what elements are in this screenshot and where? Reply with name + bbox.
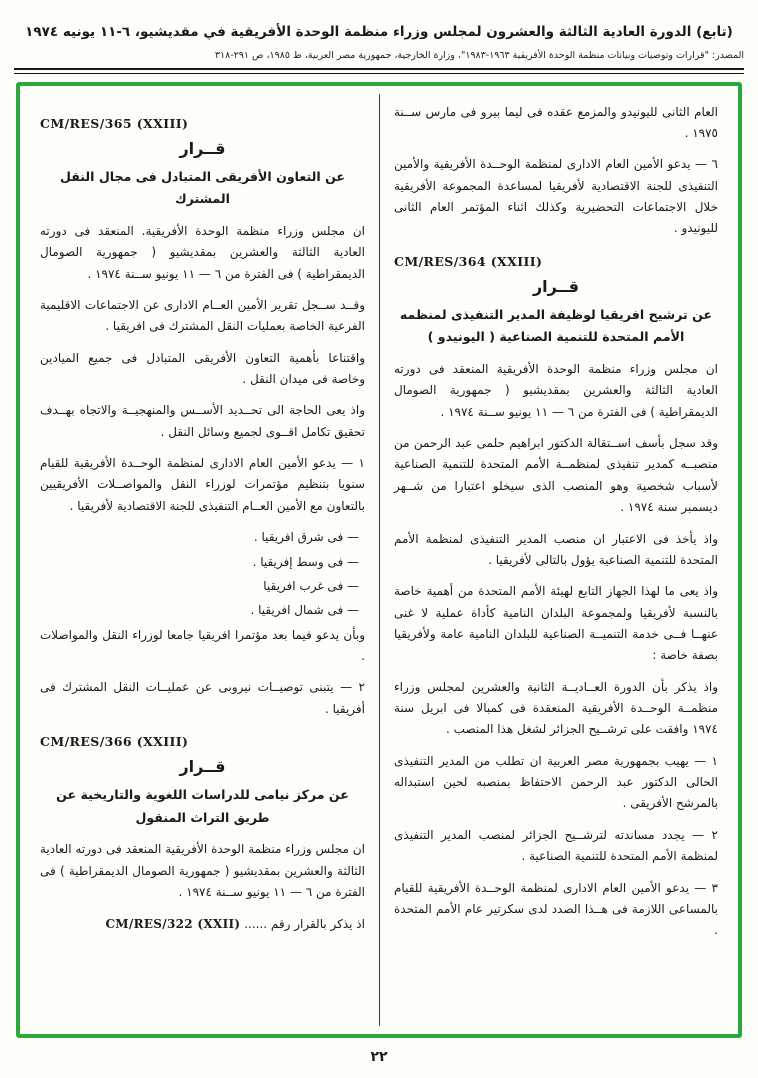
paragraph: واذ يأخذ فى الاعتبار ان منصب المدير التنفيذى لمنظمة الأمم المتحدة للتنمية الصناعية يؤول بالتالى لأفريقيا .: [394, 531, 718, 567]
resolution-subtitle: عن ترشيح افريقيا لوظيفة المدير التنفيذى لمنظمه الأمم المتحدة للتنمية الصناعية ( اليونيدو ): [399, 306, 713, 345]
paragraph: ان مجلس وزراء منظمة الوحدة الأفريقية المنعقد فى دورته العادية الثالثة والعشرين بمقديشيو ( جمهورية الصومال الديمقراطية ) فى الفترة من ٦ — ١١ يونيو ســنة ١٩٧٤ .: [40, 842, 365, 900]
paragraph-with-ref: [40, 914, 365, 935]
header-divider-rule: [14, 68, 744, 74]
resolution-subtitle: عن مركز نيامى للدراسات اللغوية والتاريخية عن طريق التراث المنقول: [56, 787, 349, 825]
resolution-ref: CM/RES/364 (XXIII): [394, 253, 543, 269]
page-number: ٢٢: [370, 1048, 388, 1065]
paragraph: ٢ — يتبنى توصيــات نيروبى عن عمليــات النقل المشترك فى أفريقيا .: [40, 680, 365, 716]
paragraph: ان مجلس وزراء منظمة الوحدة الأفريقية. المنعقد فى دورته العادية الثالثة والعشرين بمقديشيو ( جمهورية الصومال الديمقراطية ) فى الفترة من ٦ — ١١ يونيو ســنة ١٩٧٤ .: [40, 223, 365, 281]
list-item: — فى غرب افريقيا: [263, 578, 359, 593]
resolution-ref: CM/RES/366 (XXIII): [40, 734, 189, 750]
source-citation: المصدر: "قرارات وتوصيات وبيانات منظمة الوحدة الأفريقية ١٩٦٣-١٩٨٣"، وزارة الخارجية، جمهورية مصر العربية، ط ١٩٨٥، ص ٢٩١-٣١٨: [214, 50, 744, 62]
paragraph: واذ يعى ما لهذا الجهاز التابع لهيئة الأمم المتحدة من أهمية خاصة بالنسبة لأفريقيا ولمجموعة البلدان النامية كأداة عملية لا غنى عنهــا فــى خدمة التنميــة الصناعية للبلدان النامية عامة ولأفريقيا بصفة خاصة :: [394, 584, 718, 663]
resolution-subtitle: عن التعاون الأفريقى المتبادل فى مجال النقل المشترك: [59, 168, 346, 207]
paragraph: ١ — يدعو الأمين العام الادارى لمنظمة الوحــدة الأفريقية للقيام سنويا بتنظيم مؤتمرات لوزراء النقل والمواصــلات الأفريقيين بالتعاون مع الأمين العــام التنفيذى للجنة الاقتصادية لأفريقيا .: [40, 456, 365, 513]
paragraph: ان مجلس وزراء منظمة الوحدة الأفريقية المنعقد فى دورته العادية الثالثة والعشرين بمقديشيو ( جمهورية الصومال الديمقراطية ) فى الفترة من ٦ — ١١ يونيو ســنة ١٩٧٤ .: [394, 362, 718, 419]
list-item: — فى شمال افريقيا .: [250, 603, 359, 618]
paragraph: ٣ — يدعو الأمين العام الادارى لمنظمة الوحــدة الأفريقية للقيام بالمساعى اللازمة فى هــذا الصدد لدى سكرتير عام الأمم المتحدة .: [394, 880, 718, 938]
resolution-heading: قــرار: [179, 138, 226, 158]
list-item: — فى وسط إفريقيا .: [252, 554, 359, 569]
paragraph: ٢ — يجدد مساندته لترشــيح الجزائر لمنصب المدير التنفيذى لمنظمة الأمم المتحدة للتنمية الصناعية .: [394, 827, 718, 864]
paragraph: واذ يذكر بأن الدورة العــاديــة الثانية والعشرين لمجلس وزراء منظمــة الوحــدة الأفريقية المنعقدة فى كمبالا فى ابريل سنة ١٩٧٤ وافقت على ترشــيح الجزائر لشغل هذا المنصب .: [394, 679, 718, 737]
resolution-heading: قــرار: [179, 757, 226, 777]
paragraph: العام الثانى لليونيدو والمزمع عقده فى ليما بيرو فى مارس ســنة ١٩٧٥ .: [394, 104, 718, 140]
columns-container: [26, 94, 732, 1026]
paragraph: وبأن يدعو فيما بعد مؤتمرا افريقيا جامعا لوزراء النقل والمواصلات .: [40, 627, 365, 664]
page-header: [0, 0, 758, 74]
column-right: [379, 94, 732, 1026]
resolution-heading: قــرار: [532, 276, 580, 296]
list-item: — فى شرق افريقيا .: [253, 530, 359, 545]
inline-resolution-ref: CM/RES/322 (XXII): [105, 916, 241, 931]
paragraph-text: اذ يذكر بالقرار رقم ......: [244, 916, 365, 931]
session-title: (تابع) الدورة العادية الثالثة والعشرون لمجلس وزراء منظمة الوحدة الأفريقية في مقديشيو، ٦-١١ يونيه ١٩٧٤: [25, 24, 733, 40]
page-footer: [0, 1046, 758, 1065]
paragraph: ١ — يهيب بجمهورية مصر العربية ان تطلب من المدير التنفيذى الحالى الدكتور عبد الرحمن الاحتفاظ بمنصبه لحين استبداله بالمرشح الأفريقى .: [394, 753, 718, 811]
document-green-frame: [16, 82, 742, 1038]
paragraph: ٦ — يدعو الأمين العام الادارى لمنظمة الوحــدة الأفريقية والأمين التنفيذى للجنة الاقتصادية لأفريقيا لمساعدة المجموعة الأفريقية خلال الاجتماعات التحضيرية وكذلك اثناء المؤتمر العام الثانى لليونيدو .: [394, 157, 718, 236]
paragraph: واقتناعا بأهمية التعاون الأفريقى المتبادل فى جميع الميادين وخاصة فى ميدان النقل .: [40, 350, 365, 387]
paragraph: وقــد ســجل تقرير الأمين العــام الادارى عن الاجتماعات الاقليمية الفرعية الخاصة بعمليات النقل المشترك فى افريقيا .: [40, 297, 365, 334]
resolution-ref: CM/RES/365 (XXIII): [40, 115, 189, 131]
paragraph: واذ يعى الحاجة الى تحــديد الأســس والمنهجيــة والاتجاه بهــدف تحقيق تكامل اقــوى لجميع وسائل النقل .: [40, 403, 365, 439]
paragraph: وقد سجل بأسف اســتقالة الدكتور ابراهيم حلمى عبد الرحمن من منصبــه كمدير تنفيذى لمنظمــة الأمم المتحدة للتنمية الصناعية لأسباب شخصية وهو المنصب الذى سيخلو اعتبارا من شــهر ديسمبر سنة ١٩٧٤ .: [394, 436, 718, 515]
column-left: [26, 94, 379, 1026]
